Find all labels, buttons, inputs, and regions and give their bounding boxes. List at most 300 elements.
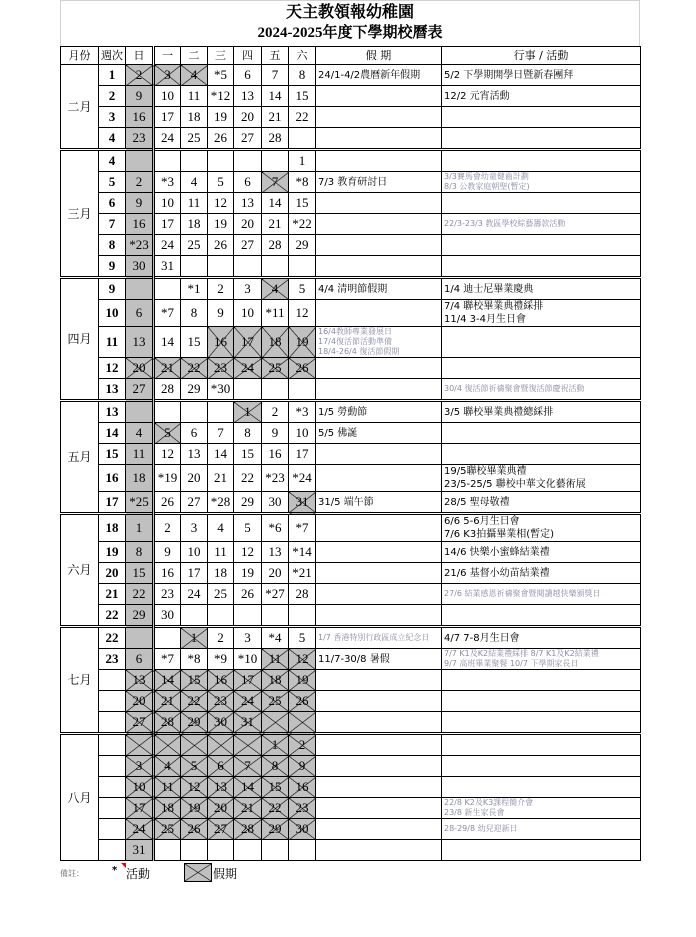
activity-cell: [442, 691, 641, 712]
day-cell-wed: [208, 256, 234, 278]
day-cell-sun: 27: [126, 712, 154, 734]
day-cell-sun: 15: [126, 563, 154, 584]
day-cell-mon: 9: [154, 542, 181, 563]
week-number: 10: [99, 300, 126, 327]
week-row: [61, 691, 641, 712]
day-cell-mon: 12: [154, 444, 181, 465]
day-cell-sat: 28: [289, 584, 316, 605]
week-number: 12: [99, 358, 126, 379]
day-cell-thu: 13: [234, 193, 262, 214]
holiday-cell: [316, 172, 442, 193]
week-row: [61, 798, 641, 819]
week-number: [99, 819, 126, 840]
activity-text: 22/3-23/3 教區學校綜藝籌款活動: [444, 219, 566, 228]
week-number: 14: [99, 423, 126, 444]
day-cell-tue: 11: [181, 86, 208, 107]
activity-cell: [442, 584, 641, 605]
day-cell-wed: 23: [208, 691, 234, 712]
day-cell-mon: 24: [154, 235, 181, 256]
day-cell-fri: [262, 712, 289, 734]
day-cell-tue: 17: [181, 563, 208, 584]
activity-cell: [442, 734, 641, 756]
header-tue: 二: [181, 47, 208, 65]
activity-cell: [442, 214, 641, 235]
day-cell-sun: 13: [126, 670, 154, 691]
day-cell-fri: 28: [262, 235, 289, 256]
week-row: [61, 256, 641, 278]
activity-text: 6/6 5-6月生日會: [444, 516, 520, 527]
day-cell-thu: 10: [234, 300, 262, 327]
day-cell-thu: 14: [234, 777, 262, 798]
day-cell-sun: 27: [126, 379, 154, 401]
day-cell-fri: 30: [262, 492, 289, 514]
week-row: [61, 214, 641, 235]
day-cell-sat: 19: [289, 670, 316, 691]
day-cell-thu: 6: [234, 172, 262, 193]
activity-cell: [442, 465, 641, 492]
activity-cell: [442, 379, 641, 401]
day-cell-tue: 3: [181, 514, 208, 542]
day-cell-sat: 5: [289, 627, 316, 649]
day-cell-tue: 25: [181, 128, 208, 150]
day-cell-sun: 22: [126, 584, 154, 605]
activity-cell: [442, 670, 641, 691]
activity-cell: [442, 514, 641, 542]
day-cell-fri: 7: [262, 65, 289, 86]
day-cell-wed: *28: [208, 492, 234, 514]
day-cell-thu: 1: [234, 401, 262, 423]
holiday-cell: [316, 235, 442, 256]
day-cell-tue: 18: [181, 107, 208, 128]
day-cell-fri: [262, 840, 289, 861]
week-row: [61, 107, 641, 128]
day-cell-wed: 23: [208, 358, 234, 379]
holiday-cell: [316, 819, 442, 840]
holiday-cell: [316, 256, 442, 278]
day-cell-fri: 14: [262, 193, 289, 214]
week-number: 20: [99, 563, 126, 584]
week-row: [61, 465, 641, 492]
day-cell-fri: 2: [262, 401, 289, 423]
day-cell-fri: 18: [262, 670, 289, 691]
holiday-cell: [316, 734, 442, 756]
week-number: 11: [99, 327, 126, 358]
holiday-cell: [316, 401, 442, 423]
day-cell-wed: 7: [208, 423, 234, 444]
week-number: 7: [99, 214, 126, 235]
activity-cell: [442, 358, 641, 379]
holiday-text: 7/3 教育研討日: [318, 176, 388, 188]
activity-cell: [442, 712, 641, 734]
holiday-cell: [316, 107, 442, 128]
holiday-cell: [316, 86, 442, 107]
day-cell-wed: 11: [208, 542, 234, 563]
day-cell-sun: 8: [126, 542, 154, 563]
day-cell-sun: 16: [126, 107, 154, 128]
day-cell-sun: 9: [126, 193, 154, 214]
week-number: [99, 840, 126, 861]
day-cell-thu: 27: [234, 235, 262, 256]
month-label: 七月: [61, 627, 99, 734]
day-cell-sat: [289, 379, 316, 401]
holiday-cell: [316, 542, 442, 563]
activity-cell: [442, 172, 641, 193]
week-number: [99, 691, 126, 712]
holiday-cell: [316, 514, 442, 542]
day-cell-wed: 12: [208, 193, 234, 214]
day-cell-wed: 13: [208, 777, 234, 798]
week-number: 4: [99, 128, 126, 150]
day-cell-mon: 2: [154, 514, 181, 542]
day-cell-sun: 18: [126, 465, 154, 492]
holiday-cell: [316, 278, 442, 300]
holiday-cell: [316, 605, 442, 627]
day-cell-wed: 16: [208, 327, 234, 358]
day-cell-fri: *6: [262, 514, 289, 542]
day-cell-tue: [181, 840, 208, 861]
activity-cell: [442, 563, 641, 584]
day-cell-sat: [289, 256, 316, 278]
day-cell-sun: [126, 150, 154, 172]
week-row: [61, 840, 641, 861]
day-cell-mon: 14: [154, 327, 181, 358]
day-cell-thu: 8: [234, 423, 262, 444]
day-cell-tue: 1: [181, 627, 208, 649]
holiday-cell: [316, 358, 442, 379]
holiday-cell: [316, 756, 442, 777]
week-number: 15: [99, 444, 126, 465]
day-cell-sun: 6: [126, 300, 154, 327]
week-row: [61, 401, 641, 423]
day-cell-wed: *5: [208, 65, 234, 86]
week-number: 22: [99, 605, 126, 627]
day-cell-mon: *7: [154, 649, 181, 670]
day-cell-sun: 17: [126, 798, 154, 819]
day-cell-fri: 28: [262, 128, 289, 150]
day-cell-fri: 22: [262, 798, 289, 819]
holiday-cell: [316, 492, 442, 514]
week-row: [61, 514, 641, 542]
day-cell-sat: *22: [289, 214, 316, 235]
week-row: [61, 542, 641, 563]
activity-cell: [442, 756, 641, 777]
day-cell-sun: 13: [126, 327, 154, 358]
day-cell-tue: [181, 256, 208, 278]
day-cell-sat: *21: [289, 563, 316, 584]
day-cell-tue: 19: [181, 798, 208, 819]
week-row: [61, 278, 641, 300]
holiday-text: 11/7-30/8 暑假: [318, 653, 390, 665]
activity-text: 7/4 聯校畢業典禮綵排: [444, 301, 544, 312]
day-cell-tue: 5: [181, 756, 208, 777]
activity-text: 21/6 基督小幼苗結業禮: [444, 567, 550, 579]
activity-text: 12/2 元宵活動: [444, 90, 510, 102]
day-cell-fri: 11: [262, 649, 289, 670]
week-number: 4: [99, 150, 126, 172]
month-label: 四月: [61, 278, 99, 401]
day-cell-sun: 6: [126, 649, 154, 670]
day-cell-thu: 17: [234, 327, 262, 358]
day-cell-sat: 10: [289, 423, 316, 444]
day-cell-thu: 24: [234, 358, 262, 379]
activity-cell: [442, 300, 641, 327]
day-cell-fri: 4: [262, 278, 289, 300]
day-cell-sun: [126, 627, 154, 649]
holiday-cell: [316, 649, 442, 670]
day-cell-fri: 25: [262, 358, 289, 379]
header-month: 月份: [61, 47, 99, 65]
activity-cell: [442, 193, 641, 214]
holiday-cell: [316, 627, 442, 649]
week-number: 3: [99, 107, 126, 128]
day-cell-mon: [154, 150, 181, 172]
day-cell-fri: 20: [262, 563, 289, 584]
week-row: [61, 300, 641, 327]
header-holiday: 假 期: [316, 47, 442, 65]
day-cell-thu: [234, 379, 262, 401]
week-row: [61, 777, 641, 798]
holiday-text: 17/4復活節活動準備: [318, 337, 392, 346]
activity-cell: [442, 235, 641, 256]
day-cell-thu: 20: [234, 107, 262, 128]
holiday-cell: [316, 128, 442, 150]
week-row: [61, 327, 641, 358]
week-row: [61, 670, 641, 691]
day-cell-sat: 16: [289, 777, 316, 798]
holiday-cell: [316, 712, 442, 734]
day-cell-mon: [154, 734, 181, 756]
holiday-text: 1/5 勞動節: [318, 406, 368, 418]
day-cell-fri: 18: [262, 327, 289, 358]
day-cell-mon: 10: [154, 86, 181, 107]
activity-cell: [442, 444, 641, 465]
day-cell-thu: 19: [234, 563, 262, 584]
day-cell-fri: *4: [262, 627, 289, 649]
day-cell-wed: 19: [208, 214, 234, 235]
week-number: 17: [99, 492, 126, 514]
day-cell-mon: 18: [154, 798, 181, 819]
header-week: 週次: [99, 47, 126, 65]
activity-cell: [442, 86, 641, 107]
day-cell-thu: 26: [234, 584, 262, 605]
calendar-page: [60, 0, 640, 861]
week-row: [61, 193, 641, 214]
header-fri: 五: [262, 47, 289, 65]
day-cell-tue: *8: [181, 649, 208, 670]
day-cell-thu: 31: [234, 712, 262, 734]
activity-cell: [442, 492, 641, 514]
day-cell-sun: 29: [126, 605, 154, 627]
holiday-text: 24/1-4/2農曆新年假期: [318, 69, 421, 81]
header-thu: 四: [234, 47, 262, 65]
day-cell-wed: 18: [208, 563, 234, 584]
holiday-text: 31/5 端午節: [318, 496, 374, 508]
day-cell-fri: 13: [262, 542, 289, 563]
week-row: [61, 819, 641, 840]
day-cell-wed: 30: [208, 712, 234, 734]
day-cell-mon: 28: [154, 712, 181, 734]
activity-cell: [442, 278, 641, 300]
day-cell-mon: 31: [154, 256, 181, 278]
day-cell-sun: 20: [126, 358, 154, 379]
day-cell-tue: [181, 605, 208, 627]
day-cell-tue: 12: [181, 777, 208, 798]
day-cell-wed: *9: [208, 649, 234, 670]
day-cell-sat: 26: [289, 358, 316, 379]
legend-note-label: 備註：: [60, 869, 84, 878]
day-cell-fri: 15: [262, 777, 289, 798]
activity-cell: [442, 840, 641, 861]
activity-cell: [442, 649, 641, 670]
day-cell-tue: 29: [181, 379, 208, 401]
day-cell-fri: 9: [262, 423, 289, 444]
day-cell-mon: 17: [154, 214, 181, 235]
day-cell-sat: 1: [289, 150, 316, 172]
day-cell-sun: 10: [126, 777, 154, 798]
day-cell-thu: 27: [234, 128, 262, 150]
day-cell-mon: 11: [154, 777, 181, 798]
day-cell-tue: 10: [181, 542, 208, 563]
day-cell-tue: 11: [181, 193, 208, 214]
day-cell-mon: 16: [154, 563, 181, 584]
week-row: [61, 649, 641, 670]
week-number: 13: [99, 401, 126, 423]
activity-cell: [442, 128, 641, 150]
day-cell-mon: 28: [154, 379, 181, 401]
holiday-cell: [316, 423, 442, 444]
calendar-table: [60, 46, 641, 861]
header-mon: 一: [154, 47, 181, 65]
day-cell-wed: 25: [208, 584, 234, 605]
day-cell-thu: 22: [234, 465, 262, 492]
header-sun: 日: [126, 47, 154, 65]
day-cell-tue: 18: [181, 214, 208, 235]
week-row: [61, 235, 641, 256]
day-cell-sun: 1: [126, 514, 154, 542]
day-cell-fri: 25: [262, 691, 289, 712]
week-number: 9: [99, 278, 126, 300]
day-cell-mon: 4: [154, 756, 181, 777]
day-cell-mon: 30: [154, 605, 181, 627]
week-row: [61, 492, 641, 514]
month-label: 八月: [61, 734, 99, 861]
day-cell-sun: [126, 734, 154, 756]
day-cell-sat: 9: [289, 756, 316, 777]
header-sat: 六: [289, 47, 316, 65]
day-cell-mon: 23: [154, 584, 181, 605]
activity-cell: [442, 423, 641, 444]
day-cell-wed: [208, 840, 234, 861]
holiday-text: 4/4 清明節假期: [318, 283, 388, 295]
day-cell-fri: 29: [262, 819, 289, 840]
day-cell-tue: 4: [181, 172, 208, 193]
holiday-cell: [316, 193, 442, 214]
activity-cell: [442, 605, 641, 627]
title-block: [60, 0, 640, 46]
holiday-cell: [316, 327, 442, 358]
day-cell-sat: 15: [289, 193, 316, 214]
activity-cell: [442, 256, 641, 278]
activity-cell: [442, 65, 641, 86]
day-cell-wed: 6: [208, 756, 234, 777]
day-cell-tue: 29: [181, 712, 208, 734]
day-cell-sun: *23: [126, 235, 154, 256]
day-cell-sat: *8: [289, 172, 316, 193]
calendar-title: 2024-2025年度下學期校曆表: [257, 25, 443, 41]
day-cell-wed: 2: [208, 278, 234, 300]
day-cell-wed: 9: [208, 300, 234, 327]
holiday-cell: [316, 584, 442, 605]
day-cell-sun: *25: [126, 492, 154, 514]
holiday-cell: [316, 465, 442, 492]
activity-text: 9/7 高班畢業聚餐 10/7 下學期家長日: [444, 659, 579, 668]
month-label: 三月: [61, 150, 99, 278]
week-number: 8: [99, 235, 126, 256]
activity-cell: [442, 401, 641, 423]
activity-text: 28/5 聖母敬禮: [444, 496, 510, 508]
week-row: [61, 584, 641, 605]
day-cell-thu: 17: [234, 670, 262, 691]
day-cell-wed: 14: [208, 444, 234, 465]
day-cell-tue: 27: [181, 492, 208, 514]
holiday-text: 5/5 佛誕: [318, 427, 358, 439]
day-cell-mon: 21: [154, 358, 181, 379]
week-number: 23: [99, 649, 126, 670]
day-cell-thu: 24: [234, 691, 262, 712]
day-cell-tue: 15: [181, 670, 208, 691]
activity-text: 7/7 K1及K2結業禮綵排 8/7 K1及K2結業禮: [444, 649, 599, 658]
holiday-cell: [316, 777, 442, 798]
holiday-cell: [316, 65, 442, 86]
school-name: 天主教領報幼稚園: [285, 4, 414, 21]
week-number: [99, 712, 126, 734]
day-cell-wed: [208, 150, 234, 172]
week-number: [99, 756, 126, 777]
holiday-cell: [316, 798, 442, 819]
week-row: [61, 712, 641, 734]
day-cell-mon: 3: [154, 65, 181, 86]
day-cell-fri: [262, 379, 289, 401]
legend-holiday-label: 假期: [213, 867, 238, 881]
activity-text: 1/4 迪士尼畢業慶典: [444, 283, 534, 295]
day-cell-wed: [208, 734, 234, 756]
day-cell-thu: 21: [234, 798, 262, 819]
day-cell-tue: *1: [181, 278, 208, 300]
day-cell-sun: 20: [126, 691, 154, 712]
day-cell-tue: 25: [181, 235, 208, 256]
day-cell-tue: 4: [181, 65, 208, 86]
week-row: [61, 358, 641, 379]
holiday-text: 16/4教師專業發展日: [318, 327, 392, 336]
day-cell-sat: *24: [289, 465, 316, 492]
day-cell-fri: [262, 256, 289, 278]
day-cell-sun: 16: [126, 214, 154, 235]
holiday-cell: [316, 444, 442, 465]
week-number: 21: [99, 584, 126, 605]
day-cell-mon: [154, 840, 181, 861]
day-cell-thu: [234, 150, 262, 172]
day-cell-fri: 21: [262, 107, 289, 128]
week-row: [61, 734, 641, 756]
activity-cell: [442, 150, 641, 172]
day-cell-fri: 7: [262, 172, 289, 193]
day-cell-wed: 19: [208, 107, 234, 128]
day-cell-mon: [154, 401, 181, 423]
holiday-cell: [316, 150, 442, 172]
day-cell-wed: 2: [208, 627, 234, 649]
week-number: 19: [99, 542, 126, 563]
day-cell-sat: [289, 128, 316, 150]
